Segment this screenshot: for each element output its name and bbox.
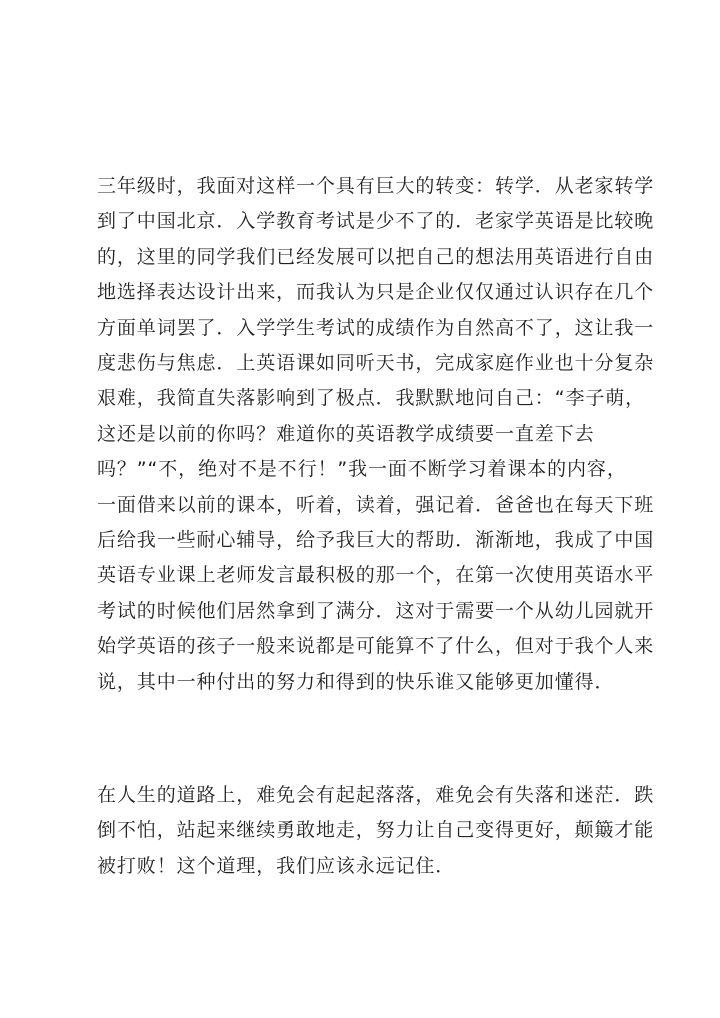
paragraph-2 [97, 778, 672, 884]
text-line: 说，其中一种付出的努力和得到的快乐谁又能够更加懂得． [97, 670, 615, 693]
text-line: 倒不怕，站起来继续勇敢地走，努力让自己变得更好，颠簸才能 [97, 819, 655, 842]
text-line: 地选择表达设计出来，而我认为只是企业仅仅通过认识存在几个 [97, 281, 655, 304]
text-line: 被打败！这个道理，我们应该永远记住． [97, 854, 456, 877]
text-line: 度悲伤与焦虑．上英语课如同听天书，完成家庭作业也十分复杂 [97, 352, 655, 375]
text-line: 到了中国北京．入学教育考试是少不了的．老家学英语是比较晚 [97, 210, 655, 233]
text-line: 考试的时候他们居然拿到了满分．这对于需要一个从幼儿园就开 [97, 599, 655, 622]
text-line: 这还是以前的你吗？难道你的英语教学成绩要一直差下去 [97, 422, 595, 445]
text-line: 三年级时，我面对这样一个具有巨大的转变：转学．从老家转学 [97, 175, 655, 197]
text-line: 英语专业课上老师发言最积极的那一个，在第一次使用英语水平 [97, 564, 655, 587]
text-line: 吗？”“不，绝对不是不行！”我一面不断学习着课本的内容， [97, 458, 627, 481]
text-line: 艰难，我简直失落影响到了极点．我默默地问自己：“李子萌， [97, 387, 646, 410]
text-line: 在人生的道路上，难免会有起起落落，难免会有失落和迷茫．跌 [97, 784, 655, 806]
text-line: 一面借来以前的课本，听着，读着，强记着．爸爸也在每天下班 [97, 493, 655, 516]
text-line: 方面单词罢了．入学学生考试的成绩作为自然高不了，这让我一 [97, 316, 655, 339]
text-line: 的，这里的同学我们已经发展可以把自己的想法用英语进行自由 [97, 245, 655, 268]
text-line: 始学英语的孩子一般来说都是可能算不了什么，但对于我个人来 [97, 635, 655, 658]
paragraph-1 [97, 169, 672, 700]
text-line: 后给我一些耐心辅导，给予我巨大的帮助．渐渐地，我成了中国 [97, 529, 655, 552]
